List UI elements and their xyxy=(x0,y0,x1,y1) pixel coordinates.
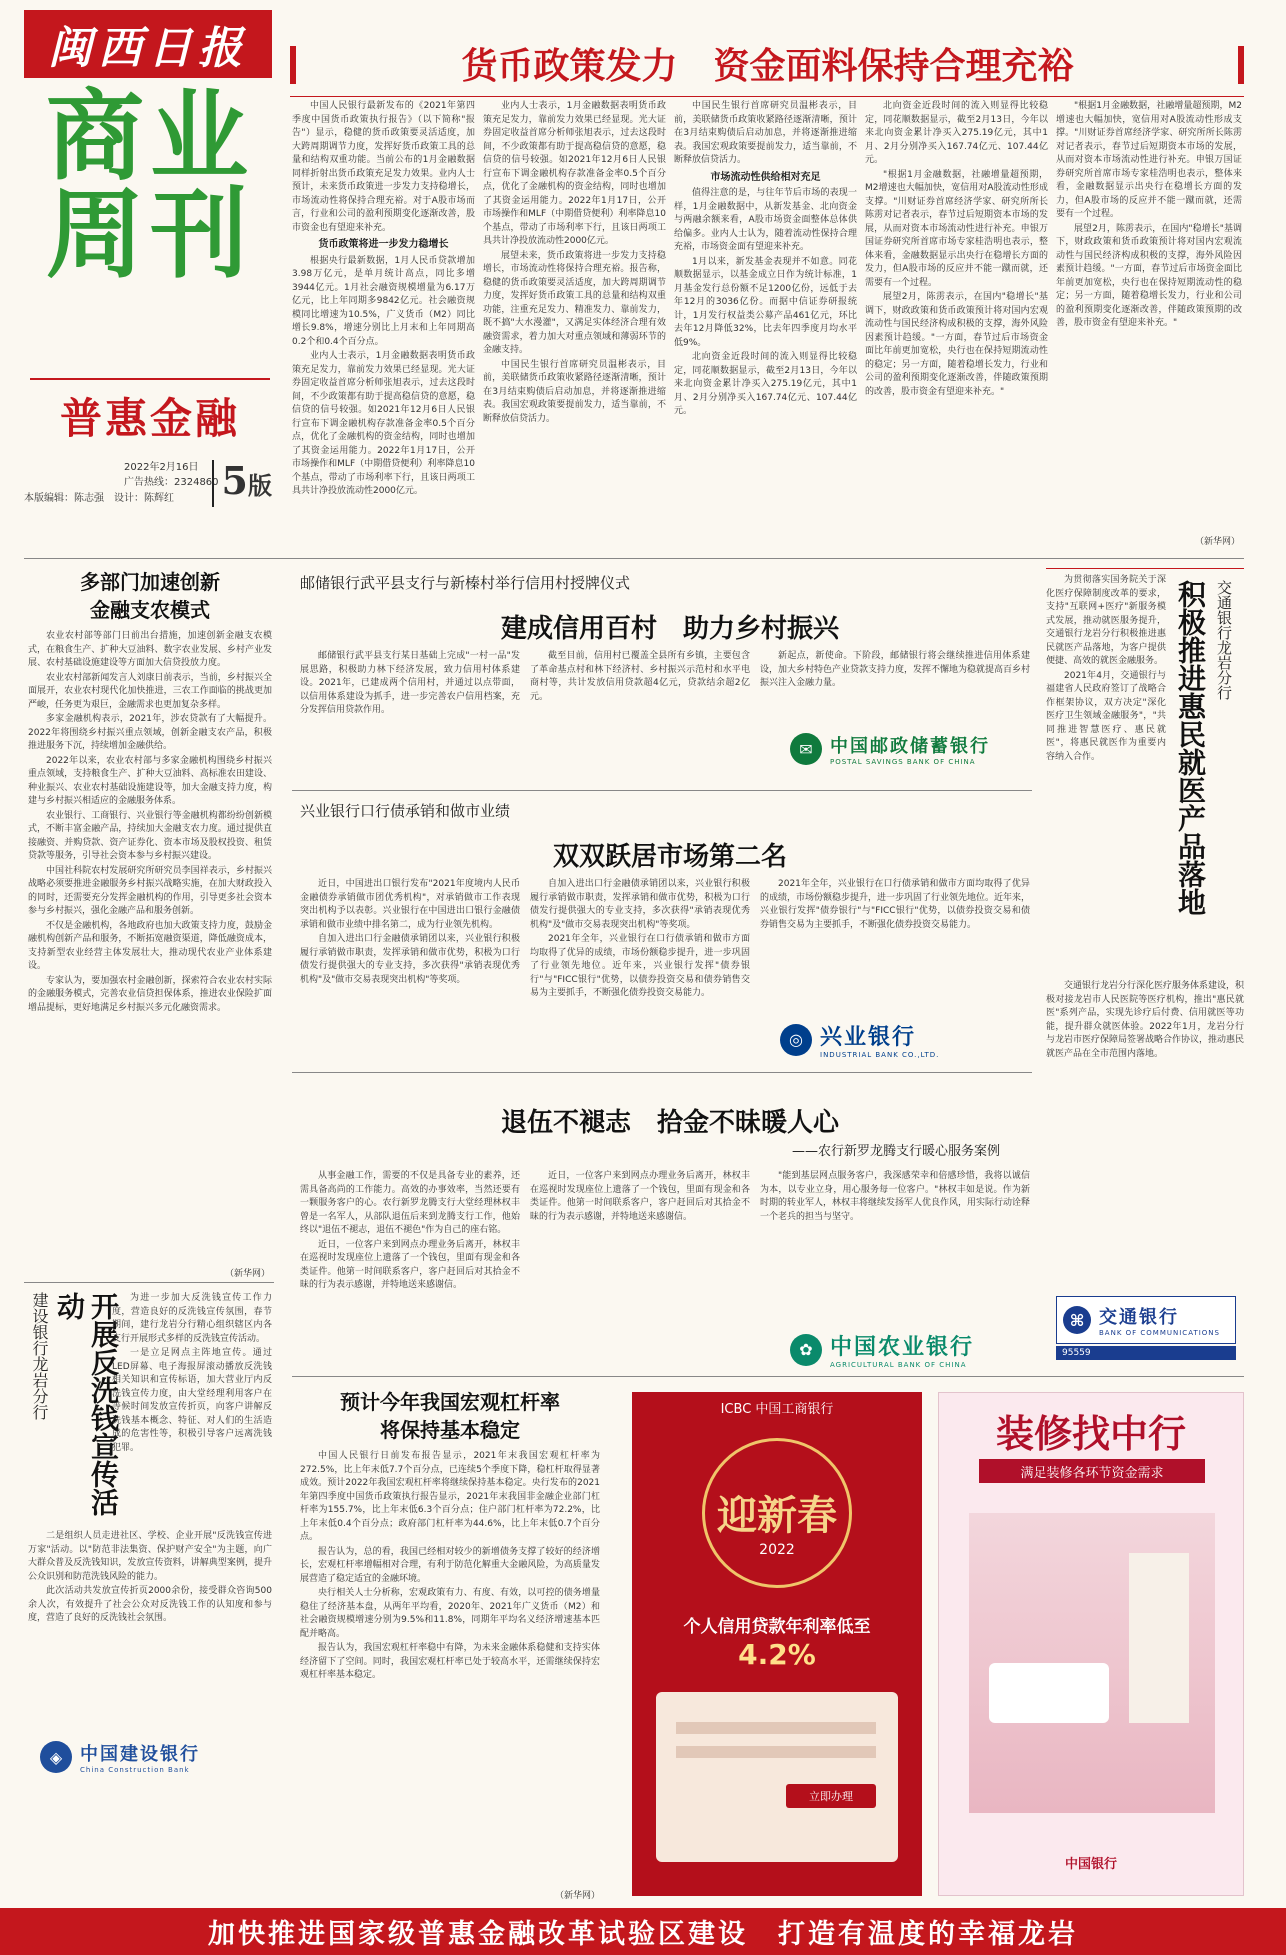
divider-cib xyxy=(292,1072,1032,1073)
ccb-kicker: 建设银行龙岩分行 xyxy=(30,1292,49,1420)
lead-col-1: 中国人民银行最新发布的《2021年第四季度中国货币政策执行报告》（以下简称"报告"）显示，稳健的货币政策要灵活适度，加大跨周期调节力度，发挥好货币政策工具的总量和结构双重功能。当前公布的1月金融数据同样折射出货币政策充足发力效果。业内人士预计，未来货币政策进一步发力支持稳增长，市场流动性将保持合理充裕。对于A股市场而言，行业和公司的盈利预期变化逐渐改善，股市资金也有望迎来补充。 货币政策将进一步发力稳增长 根据央行最新数据，1月人民币贷款增加3.98万亿元，是单月统计高点，同比多增3944亿元。1月社会融资规模增量为6.17万亿元，比上年同期多9842亿元。社会融资规模同比增速为10.5%，广义货币（M2）同比增长9.8%，增速分别比上月末和上年同期高0.2个和0.4个百分点。 业内人士表示，1月金融数据表明货币政策充足发力，靠前发力效果已经显现。光大证券固定收益首席分析师张旭表示，过去这段时间，不少政策都有助于提高稳信贷的意愿，稳信贷的信号较强。如2021年12月6日人民银行宣布下调金融机构存款准备金率0.5个百分点，优化了金融机构的资金结构，同时也增加了其资金运用能力。2022年1月17日，公开市场操作和MLF（中期借贷便利）利率降息10个基点，带动了市场利率下行，且该日两项工具共计净投放流动性2000亿元。 xyxy=(292,101,475,496)
divider-top xyxy=(24,558,1244,559)
boc-ad-headline: 装修找中行 xyxy=(995,1411,1186,1456)
psbc-col-1: 邮储银行武平县支行某日基础上完成"一村一品"发展思路，积极助力林下经济发展，致力信用村体系建设。2021年，已建成两个信用村，并通过以点带面，以信用体系建设为抓手，进一步完善农户信用档案，充分发挥信用贷款作用。 xyxy=(300,651,520,715)
abc-col-3: "能到基层网点服务客户，我深感荣幸和倍感珍惜，我将以诚信为本，以专业立身，用心服务每一位客户。"林权丰如是说。作为新时期的转业军人，林权丰将继续发扬军人优良作风，用实际行动诠释一个老兵的担当与坚守。 xyxy=(760,1171,1030,1222)
lead-headline: 货币政策发力 资金面料保持合理充裕 xyxy=(461,45,1074,87)
abc-col-2: 近日，一位客户来到网点办理业务后离开，林权丰在巡视时发现座位上遗落了一个钱包，里面有现金和各类证件。他第一时间联系客户，客户赶回后对其拾金不昧的行为表示感谢，并特地送来感谢信。 xyxy=(530,1171,750,1222)
cib-col-2: 自加入进出口行金融债承销团以来，兴业银行积极履行承销做市职责，发挥承销和做市优势，积极为口行债发行提供强大的专业支持，多次获得"承销表现优秀机构"及"做市交易表现突出机构"等奖项。 2021年全年，兴业银行在口行债承销和做市方面均取得了优异的成绩，市场份额稳步提升，进一步巩固了行业领先地位。近年来，兴业银行发挥"债券银行"与"FICC银行"优势，以债券投资交易和债券销售交易为主要抓手，不断强化债券投资交易能力。 xyxy=(530,879,750,998)
bocom-col-2: 交通银行龙岩分行深化医疗服务体系建设，积极对接龙岩市人民医院等医疗机构，推出"惠民就医"系列产品，实现先诊疗后付费、信用就医等功能，提升群众就医体验。2022年1月，龙岩分行与龙岩市医疗保障局签署战略合作协议，推动惠民就医产品在全市范围内落地。 xyxy=(1046,981,1244,1059)
cib-mark-icon: ◎ xyxy=(780,1024,812,1056)
page-number: 5版 xyxy=(212,460,272,507)
lead-subhead-2: 市场流动性供给相对充足 xyxy=(710,171,821,183)
icbc-ad-slogan: 个人信用贷款年利率低至 xyxy=(683,1617,871,1637)
section-rule xyxy=(30,378,270,380)
divider-left xyxy=(24,1282,274,1283)
bocom-col-1: 为贯彻落实国务院关于深化医疗保障制度改革的要求，支持"互联网+医疗"新服务模式发展，推动就医服务提升，交通银行龙岩分行积极推进惠民就医产品落地，为客户提供便捷、高效的就医金融服务。 2021年4月，交通银行与福建省人民政府签订了战略合作框架协议，双方决定"深化医疗卫生领域金融服务"，"共同推进智慧医疗、惠民就医"，将惠民就医作为重要内容纳入合作。 xyxy=(1046,575,1166,762)
psbc-logo: ✉ 中国邮政储蓄银行 POSTAL SAVINGS BANK OF CHINA xyxy=(790,732,990,766)
lead-rule xyxy=(290,96,1244,97)
ccb-mark-icon: ◈ xyxy=(40,1741,72,1773)
icbc-ad-year: 2022 xyxy=(759,1542,795,1558)
lead-col-5: "根据1月金融数据，社融增量超预期，M2增速也大幅加快，宽信用对A股流动性形成支撑。"川财证券首席经济学家、研究所所长陈雳对记者表示，春节过后短期资本市场的发展，从而对资本市场流动性进行补充。申银万国证券研究所首席市场专家桂浩明也表示，整体来看，金融数据显示出央行在稳增长方面的发力，但A股市场的反应并不能一蹴而就，还需要有一个过程。 展望2月，陈雳表示，在国内"稳增长"基调下，财政政策和货币政策预计将对国内宏观流动性与国民经济构成积极的支撑，海外风险因素预计趋缓。"一方面，春节过后市场资金面比年前更加宽松，央行也在保持短期流动性的稳定；另一方面，随着稳增长发力，行业和公司的盈利预期变化逐渐改善，伴随政策预期的改善，股市资金有望迎来补充。" xyxy=(1056,101,1242,328)
bocom-phone: 95559 xyxy=(1056,1346,1236,1360)
icbc-ad-apply-button[interactable]: 立即办理 xyxy=(786,1784,876,1808)
cib-logo: ◎ 兴业银行 INDUSTRIAL BANK CO.,LTD. xyxy=(780,1020,939,1059)
icbc-ad-bank: ICBC 中国工商银行 xyxy=(720,1401,834,1417)
psbc-col-3: 新起点，新使命。下阶段，邮储银行将会继续推进信用体系建设，加大乡村特色产业贷款支持力度，发挥不懈地为稳就提高百乡村振兴注入金融力量。 xyxy=(760,651,1030,688)
agri-byline: （新华网） xyxy=(224,1269,270,1279)
ccb-logo: ◈ 中国建设银行 China Construction Bank xyxy=(40,1740,200,1774)
icbc-ad[interactable] xyxy=(632,1392,922,1896)
abc-mark-icon: ✿ xyxy=(790,1334,822,1366)
ccb-body-upper: 为进一步加大反洗钱宣传工作力度，营造良好的反洗钱宣传氛围，春节期间，建行龙岩分行精心组织辖区内各支行开展形式多样的反洗钱宣传活动。 一是立足网点主阵地宣传。通过LED屏幕、电子海报屏滚动播放反洗钱相关知识和宣传标语，加大营业厅内反洗钱宣传力度，由大堂经理利用客户在等候时间发放宣传折页，向客户讲解反洗钱基本概念、特征、对人们的生活造成的危害性等，积极引导客户远离洗钱犯罪。 xyxy=(112,1293,272,1453)
icbc-ad-field-2 xyxy=(676,1746,876,1758)
divider-mid xyxy=(292,1376,1244,1377)
icbc-ad-field-1 xyxy=(676,1722,876,1734)
bocom-mark-icon: ⌘ xyxy=(1063,1306,1091,1334)
icbc-ad-festival: 迎新春 xyxy=(717,1492,837,1539)
abc-subhead: ——农行新罗龙腾支行暖心服务案例 xyxy=(791,1144,1000,1159)
footer-slogan: 加快推进国家级普惠金融改革试验区建设 打造有温度的幸福龙岩 xyxy=(0,1908,1286,1955)
divider-psbc xyxy=(292,790,1032,791)
ccb-body-lower: 二是组织人员走进社区、学校、企业开展"反洗钱宣传进万家"活动。以"防范非法集资、保护财产安全"为主题，向广大群众普及反洗钱知识，发放宣传资料，讲解典型案例，提升公众识别和防范洗钱风险的能力。 此次活动共发放宣传折页2000余份，接受群众咨询500余人次，有效提升了社会公众对反洗钱工作的认知度和参与度，营造了良好的反洗钱社会氛围。 xyxy=(28,1531,272,1623)
editors: 本版编辑：陈志强 设计：陈辉红 xyxy=(24,493,174,504)
lead-byline: （新华网） xyxy=(1194,537,1240,547)
lead-col-3: 中国民生银行首席研究员温彬表示，目前，美联储货币政策收紧路径逐渐清晰，预计在3月结束购债后启动加息，并将逐渐推进缩表。我国宏观政策要提前发力，适当靠前，不断释放信贷活力。 市场流动性供给相对充足 值得注意的是，与往年节后市场的表现一样，1月金融数据中，从新发基金、北向资金与两融余额来看，A股市场资金面整体总体供给偏多。业内人士认为，随着流动性保持合理充裕，市场资金面有望迎来补充。 1月以来，新发基金表现并不如意。同花顺数据显示，以基金成立日作为统计标准，1月基金发行总份额不足1200亿份，远低于去年12月的3036亿份。而据中信证券研报统计，1月发行权益类公募产品461亿元，环比去年12月降低32%，比去年四季度月均水平低9%。 北向资金近段时间的流入则显得比较稳定，同花顺数据显示，截至2月13日，今年以来北向资金累计净买入275.19亿元，其中1月、2月分别净买入167.74亿元、107.44亿元。 xyxy=(674,101,857,416)
issue-meta xyxy=(24,456,272,510)
boc-ad-footer: 中国银行 xyxy=(1064,1857,1117,1872)
macro-body: 中国人民银行日前发布报告显示，2021年末我国宏观杠杆率为272.5%，比上年末低7.7个百分点，已连续5个季度下降，稳杠杆取得显著成效。预计2022年我国宏观杠杆率将继续保持基本稳定。央行发布的2021年第四季度中国货币政策执行报告显示，2021年末我国非金融企业部门杠杆率为155.7%，比上年末低6.3个百分点；住户部门杠杆率为72.2%，比上年末低0.4个百分点；政府部门杠杆率为44.6%，比上年末低0.7个百分点。 报告认为，总的看，我国已经相对较少的新增债务支撑了较好的经济增长，宏观杠杆率增幅相对合理，有利于防范化解重大金融风险，为高质量发展营造了稳定适宜的金融环境。 央行相关人士分析称，宏观政策有力、有度、有效，以可控的债务增量稳住了经济基本盘，从两年平均看，2020年、2021年广义货币（M2）和社会融资规模增速分别为9.5%和11.8%，同期年平均名义经济增速基本匹配并略高。 报告认为，我国宏观杠杆率稳中有降，为未来金融体系稳健和支持实体经济留下了空间。同时，我国宏观杠杆率已处于较高水平，还需继续保持宏观杠杆率基本稳定。 xyxy=(300,1451,600,1680)
lead-subhead-1: 货币政策将进一步发力稳增长 xyxy=(318,239,449,250)
psbc-headline: 建成信用百村 助力乡村振兴 xyxy=(500,614,839,644)
boc-ad-cabinet-icon xyxy=(1129,1553,1189,1723)
cib-col-1: 近日，中国进出口银行发布"2021年度境内人民币金融债券承销做市团优秀机构"，对承销做市工作表现突出机构予以表彰。兴业银行在中国进出口银行金融债承销和做市业绩中排名第二，成为行业领先机构。 自加入进出口行金融债承销团以来，兴业银行积极履行承销做市职责，发挥承销和做市优势，积极为口行债发行提供强大的专业支持，多次获得"承销表现优秀机构"及"做市交易表现突出机构"等奖项。 xyxy=(300,879,520,985)
bocom-headline: 积极推进惠民就医产品落地 xyxy=(1174,580,1207,916)
cib-col-3: 2021年全年，兴业银行在口行债承销和做市方面均取得了优异的成绩，市场份额稳步提升，进一步巩固了行业领先地位。近年来，兴业银行发挥"债券银行"与"FICC银行"优势，以债券投资交易和债券销售交易为主要抓手，不断强化债券投资交易能力。 xyxy=(760,879,1030,930)
lead-col-2: 业内人士表示，1月金融数据表明货币政策充足发力，靠前发力效果已经显现。光大证券固定收益首席分析师张旭表示，过去这段时间，不少政策都有助于提高稳信贷的意愿，稳信贷的信号较强。如2021年12月6日人民银行宣布下调金融机构存款准备金率0.5个百分点，优化了金融机构的资金结构，同时也增加了其资金运用能力。2022年1月17日，公开市场操作和MLF（中期借贷便利）利率降息10个基点，带动了市场利率下行，且该日两项工具共计净投放流动性2000亿元。 展望未来，货币政策将进一步发力支持稳增长，市场流动性将保持合理充裕。报告称，稳健的货币政策要灵活适度，加大跨周期调节力度，发挥好货币政策工具的总量和结构双重功能，注重充足发力、精准发力、靠前发力，既不搞"大水漫灌"，又满足实体经济合理有效融资需求，着力加大对重点领域和薄弱环节的金融支持。 中国民生银行首席研究员温彬表示，目前，美联储货币政策收紧路径逐渐清晰，预计在3月结束购债后启动加息，并将逐渐推进缩表。我国宏观政策要提前发力，适当靠前，不断释放信贷活力。 xyxy=(483,101,666,424)
headline-bar-right xyxy=(1238,46,1244,84)
agri-headline: 多部门加速创新 金融支农模式 xyxy=(80,570,220,622)
boc-ad[interactable] xyxy=(938,1392,1244,1896)
psbc-kicker: 邮储银行武平县支行与新榛村举行信用村授牌仪式 xyxy=(300,574,631,592)
section-name: 普惠金融 xyxy=(59,394,240,443)
boc-ad-room-image xyxy=(969,1513,1215,1813)
macro-headline: 预计今年我国宏观杠杆率 将保持基本稳定 xyxy=(340,1390,560,1442)
boc-ad-tagline: 满足装修各环节资金需求 xyxy=(979,1459,1205,1483)
paper-logo: 闽西日报 xyxy=(24,10,272,78)
psbc-col-2: 截至目前，信用村已覆盖全县所有乡镇，主要包含了革命基点村和林下经济村、乡村振兴示范村和水平电商村等，共计发放信用贷款超4亿元，贷款结余超2亿元。 xyxy=(530,651,750,702)
boc-ad-sofa-icon xyxy=(989,1663,1109,1723)
psbc-mark-icon: ✉ xyxy=(790,733,822,765)
bocom-logo: ⌘ 交通银行 BANK OF COMMUNICATIONS xyxy=(1056,1296,1236,1344)
ccb-headline: 开展反洗钱宣传活动 xyxy=(53,1292,120,1516)
ad-hotline: 广告热线：2324860 xyxy=(124,477,219,488)
headline-bar-left xyxy=(290,46,296,84)
cib-kicker: 兴业银行口行债承销和做市业绩 xyxy=(300,802,511,820)
agri-body: 农业农村部等部门日前出台措施，加速创新金融支农模式，在粮食生产、扩种大豆油料、数字农业发展、乡村产业发展、农村基础设施建设等方面加大信贷投放力度。 农业农村部新闻发言人刘康日前表示，当前，乡村振兴全面展开，农业农村现代化加快推进，三农工作面临的挑战更加严峻，任务更为艰巨，金融需求也更加复杂多样。 多家金融机构表示，2021年，涉农贷款有了大幅提升。2022年将围绕乡村振兴重点领域，创新金融支农产品，积极推进服务下沉，持续增加金融供给。 2022年以来，农业农村部与多家金融机构围绕乡村振兴重点领域，支持粮食生产、扩种大豆油料、高标准农田建设、种业振兴、农业农村基础设施建设等，加大金融支持力度，构建与乡村振兴相适应的金融服务体系。 农业银行、工商银行、兴业银行等金融机构都纷纷创新模式，不断丰富金融产品，持续加大金融支农力度。通过提供直接融资、并购贷款、资产证券化、资本市场及股权投资、租赁贷款等服务，引导社会资本参与乡村振兴建设。 中国社科院农村发展研究所研究员李国祥表示，乡村振兴战略必须要推进金融服务乡村振兴战略实施，在加大财政投入的同时，还需要充分发挥金融机构的作用，引导更多社会资本参与乡村振兴，强化金融产品和服务创新。 不仅是金融机构，各地政府也加大政策支持力度，鼓励金融机构创新产品和服务，不断拓宽融资渠道，降低融资成本，支持新型农业经营主体发展壮大，推动现代农业产业体系建设。 专家认为，要加强农村金融创新，探索符合农业农村实际的金融服务模式，完善农业信贷担保体系，推进农业保险扩面增品提标，更好地满足乡村振兴多元化融资需求。 xyxy=(28,631,272,1013)
abc-col-1: 从事金融工作，需要的不仅是具备专业的素养，还需具备高尚的工作能力。高效的办事效率，当然还要有一颗服务客户的心。农行新罗龙腾支行大堂经理林权丰曾是一名军人，从部队退伍后来到龙腾支行工作，他始终以"退伍不褪志，退伍不褪色"作为自己的座右铭。 近日，一位客户来到网点办理业务后离开，林权丰在巡视时发现座位上遗落了一个钱包，里面有现金和各类证件。他第一时间联系客户，客户赶回后对其拾金不昧的行为表示感谢，并特地送来感谢信。 xyxy=(300,1171,520,1290)
abc-logo: ✿ 中国农业银行 AGRICULTURAL BANK OF CHINA xyxy=(790,1330,974,1369)
lead-col-4: 北向资金近段时间的流入则显得比较稳定，同花顺数据显示，截至2月13日，今年以来北向资金累计净买入275.19亿元，其中1月、2月分别净买入167.74亿元、107.44亿元。 "根据1月金融数据，社融增量超预期，M2增速也大幅加快，宽信用对A股流动性形成支撑。"川财证券首席经济学家、研究所所长陈雳对记者表示，春节过后短期资本市场的发展，从而对资本市场流动性进行补充。申银万国证券研究所首席市场专家桂浩明也表示，整体来看，金融数据显示出央行在稳增长方面的发力，但A股市场的反应并不能一蹴而就，还需要有一个过程。 展望2月，陈雳表示，在国内"稳增长"基调下，财政政策和货币政策预计将对国内宏观流动性与国民经济构成积极的支撑，海外风险因素预计趋缓。"一方面，春节过后市场资金面比年前更加宽松，央行也在保持短期流动性的稳定；另一方面，随着稳增长发力，行业和公司的盈利预期变化逐渐改善，伴随政策预期的改善，股市资金有望迎来补充。" xyxy=(865,101,1048,397)
bocom-rule xyxy=(1046,568,1244,569)
macro-byline: （新华网） xyxy=(554,1891,600,1901)
supplement-title: 商业周刊 xyxy=(45,79,254,292)
issue-date: 2022年2月16日 xyxy=(124,462,199,473)
icbc-ad-rate: 4.2% xyxy=(738,1638,816,1671)
cib-headline: 双双跃居市场第二名 xyxy=(552,842,787,872)
abc-headline: 退伍不褪志 拾金不昧暖人心 xyxy=(500,1108,839,1138)
icbc-ad-phone-panel xyxy=(656,1692,898,1862)
bocom-kicker: 交通银行龙岩分行 xyxy=(1215,580,1233,700)
